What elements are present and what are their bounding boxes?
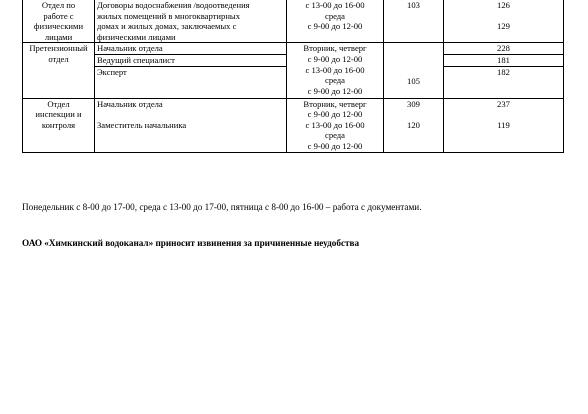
staff-cell: Начальник отдела Заместитель начальника	[95, 98, 287, 152]
schedule-table	[22, 0, 564, 153]
staff-cell: Эксперт	[95, 66, 287, 98]
table-row	[23, 0, 564, 43]
staff-cell: Начальник отдела	[95, 43, 287, 55]
phone-cell: 126 129	[444, 0, 564, 43]
services-cell: Договоры водоснабжения /водоотведения жилых помещений в многоквартирных домах и жилых домах, заключаемых с физическими лицами	[95, 0, 287, 43]
table-row	[23, 98, 564, 152]
document-work-note: Понедельник с 8-00 до 17-00, среда с 13-00 до 17-00, пятница с 8-00 до 16-00 – работа с документами.	[22, 202, 422, 212]
room-cell: 309 120	[384, 98, 444, 152]
phone-cell: 181	[444, 54, 564, 66]
apology-text: ОАО «Химкинский водоканал» приносит извинения за причиненные неудобства	[22, 238, 360, 248]
room-cell: 105	[384, 43, 444, 98]
phone-cell: 228	[444, 43, 564, 55]
staff-cell: Ведущий специалист	[95, 54, 287, 66]
phone-cell: 237 119	[444, 98, 564, 152]
department-cell: Претензионный отдел	[23, 43, 95, 98]
hours-cell: Вторник, четверг с 9-00 до 12-00 с 13-00 до 16-00 среда с 9-00 до 12-00	[287, 43, 384, 98]
hours-cell: с 13-00 до 16-00 среда с 9-00 до 12-00	[287, 0, 384, 43]
table-row	[23, 43, 564, 55]
department-cell: Отдел инспекции и контроля	[23, 98, 95, 152]
department-cell: Отдел по работе с физическими лицами	[23, 0, 95, 43]
room-cell: 103	[384, 0, 444, 43]
phone-cell: 182	[444, 66, 564, 98]
hours-cell: Вторник, четверг с 9-00 до 12-00 с 13-00 до 16-00 среда с 9-00 до 12-00	[287, 98, 384, 152]
